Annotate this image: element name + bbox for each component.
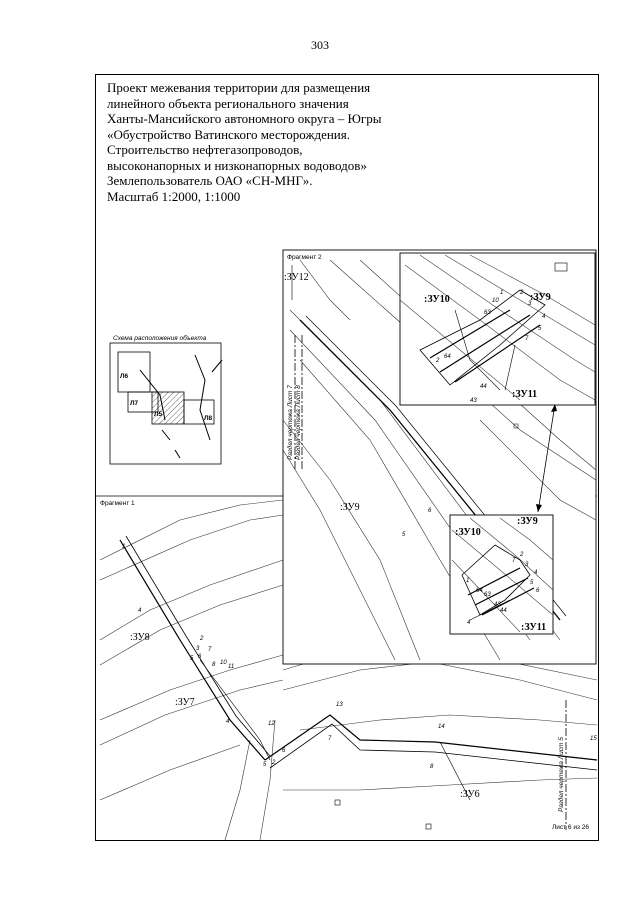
point-label: 44 — [500, 608, 507, 614]
zone-label: :ЗУ9 — [517, 516, 538, 527]
zone-label: :ЗУ9 — [340, 502, 360, 513]
point-label: 5 — [190, 656, 194, 662]
page-number: 303 — [311, 38, 329, 52]
point-label: 3 — [196, 646, 200, 652]
point-label: 2 — [200, 636, 204, 642]
fragment-2-label: Фрагмент 2 — [287, 254, 322, 261]
title-line: Ханты-Мансийского автономного округа – Югры — [107, 111, 382, 126]
point-label: 10 — [492, 298, 499, 304]
point-label: 5 — [263, 762, 267, 768]
point-label: 6 — [282, 748, 286, 754]
cut-line-label: Раздел чертежа Лист 7 — [287, 385, 294, 460]
title-line: Проект межевания территории для размещения — [107, 80, 371, 95]
point-label: 2 — [436, 358, 440, 364]
point-label: 7 — [328, 736, 332, 742]
point-label: 4 — [534, 570, 538, 576]
point-label: 2 — [520, 290, 524, 296]
inset-bottom — [450, 515, 553, 634]
title-line: высоконапорных и низконапорных водоводов» — [107, 157, 367, 173]
point-label: 5 — [530, 580, 534, 586]
point-label: 13 — [336, 702, 343, 708]
scheme-sheet-label: Л8 — [204, 415, 213, 422]
sheet-footer: Лист 6 из 26 — [552, 824, 589, 831]
point-label: 5 — [402, 532, 406, 538]
title-line: Масштаб 1:2000, 1:1000 — [107, 188, 241, 204]
point-label: 64 — [444, 354, 451, 360]
point-label: 43 — [470, 398, 477, 404]
point-label: 3 — [528, 301, 532, 307]
point-label: 3 — [525, 562, 529, 568]
zone-label: :ЗУ11 — [521, 622, 547, 633]
inset-top — [400, 253, 595, 405]
point-label: 64 — [476, 588, 483, 594]
scheme-caption: Схема расположения объекта — [113, 335, 207, 342]
point-label: 44 — [480, 384, 487, 390]
point-label: 4 — [467, 620, 471, 626]
cut-line-label: Раздел чертежа Лист 5 — [558, 737, 565, 812]
point-label: 63 — [484, 310, 491, 316]
point-label: 2 — [272, 760, 276, 766]
point-label: 4 — [542, 314, 546, 320]
point-label: 14 — [438, 724, 445, 730]
cut-line-label: Раздел чертежа Лист 8 — [295, 385, 302, 460]
point-label: 8 — [212, 662, 216, 668]
point-label: 1 — [122, 544, 126, 550]
point-label: 6 — [198, 654, 202, 660]
point-label: 6 — [536, 588, 540, 594]
point-label: 1 — [500, 290, 504, 296]
point-label: 7 — [525, 336, 529, 342]
zone-label: :ЗУ8 — [130, 632, 150, 643]
zone-label: :ЗУ7 — [175, 697, 195, 708]
point-label: 11 — [228, 664, 235, 670]
zone-label: :ЗУ9 — [530, 292, 551, 303]
zone-label: :ЗУ6 — [460, 789, 480, 800]
point-label: 4 — [138, 608, 142, 614]
point-label: 5 — [538, 326, 542, 332]
point-label: 7 — [208, 647, 212, 653]
point-label: 1 — [466, 578, 470, 584]
title-line: линейного объекта регионального значения — [107, 95, 349, 111]
scheme-sheet-label: Л5 — [154, 411, 163, 418]
zone-label: :ЗУ10 — [455, 527, 481, 538]
scheme-sheet-label: Л6 — [120, 373, 129, 380]
point-label: 2 — [520, 552, 524, 558]
fragment-1-label: Фрагмент 1 — [100, 500, 135, 507]
zone-label: :ЗУ12 — [284, 272, 309, 283]
point-label: 8 — [430, 764, 434, 770]
zone-label: :ЗУ11 — [512, 389, 538, 400]
point-label: 15 — [590, 736, 597, 742]
point-label: 7 — [512, 558, 516, 564]
point-label: 12 — [268, 721, 275, 727]
point-label: 6 — [428, 508, 432, 514]
point-label: 43 — [494, 602, 501, 608]
location-scheme — [110, 334, 222, 464]
zone-label: :ЗУ10 — [424, 294, 450, 305]
title-line: «Обустройство Ватинского месторождения. — [107, 126, 350, 142]
title-line: Строительство нефтегазопроводов, — [107, 142, 303, 157]
title-line: Землепользователь ОАО «СН-МНГ». — [107, 173, 313, 188]
scheme-sheet-label: Л7 — [130, 400, 139, 407]
point-label: 63 — [484, 592, 491, 598]
point-label: 10 — [220, 660, 227, 666]
point-label: 4 — [226, 719, 230, 725]
